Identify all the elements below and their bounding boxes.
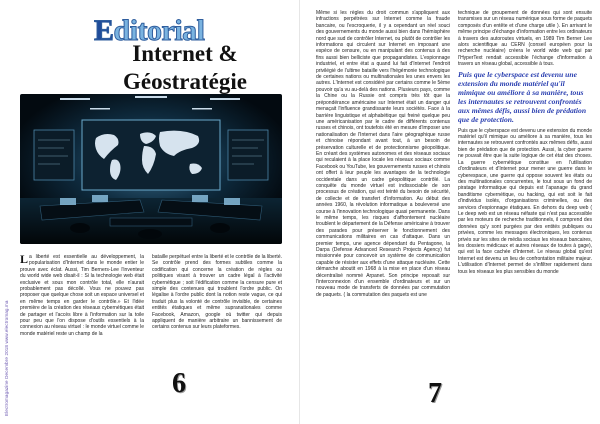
left-column-1: [20, 254, 144, 414]
left-column-1-text: [20, 254, 144, 337]
article-headline: Internet & Géostratégie: [123, 41, 247, 94]
pull-quote: Puis que le cyberspace est devenu une extension du monde matériel qu'il mimique ou améliore à sa manière, tous les internautes se retrouvent confrontés aux mêmes défis, aussi bien de prédation que de protection.: [458, 69, 587, 124]
page-number-left: 6: [172, 368, 186, 399]
page-number-right: 7: [428, 378, 442, 409]
side-strip-text: Electromagazine Decembre 2018 www.electromag.ma: [4, 300, 9, 416]
right-column-2-bottom: Puis que le cyberspace est devenu une extension du monde matériel qu'il mimique ou améliore à sa manière, tous les internautes se retrouvent confrontés aux mêmes défis, aussi bien de prédation que de protection. Aussi, la cyber guerre ne pouvait être que la suite logique de cet état des choses. La guerre cybernétique constitue en l'utilisation d'ordinateurs et d'Internet pour mener une guerre dans le cyberespace, une guerre qui oppose souvent les états ou des multinationales concurrentes, le tout sous un fond de piratage informatique qui depuis est l'apanage du grand banditisme cybernétique, ou hacking, qui est soit le fait d'individus isolés, d'organisations criminelles, ou des services d'espionnage étatiques. En dehors du deep web ( Le deep web est un réseau néfaste qui n'est pas accessible par les moteurs de recherche traditionnels, il comprend des données qu'y sont purgées par des entités publiques ou privées, comme les messages électroniques, les contenus privés sur les sites de média sociaux les réseaux bancaires, les dossiers médicaux et autres réseaux de toutes à gage), qui est la face cachée d'Internet. Le réseau global qu'est Internet est devenu un lieu de confrontation militaire majeur. L'utilisation d'Internet permet de s'infiltrer rapidement dans tous les réseaux les plus sensibles du monde: [458, 127, 592, 275]
control-room-world-map-icon: [20, 94, 282, 244]
section-kicker-rest: ditorial: [113, 14, 205, 47]
section-kicker-initial: E: [94, 14, 114, 47]
drop-cap: L: [20, 254, 29, 266]
right-column-1: [316, 10, 450, 406]
right-column-2-top: technique de groupement de données qui sont ensuite transmises sur un réseau numérique sous forme de paquets composés d'un entête et d'une charge utile ). En arrivant le même principe d'échange d'information entre les ordinateurs à travers des autoroutes virtuels, en 1989 Tim Berner Lee alors scientifique au CERN (conseil européen pour la recherche nucléaire) créera le world wide web qui par l'HyperText rendait accessible l'échange d'information à travers un réseau global, accessible à tous.: [458, 10, 592, 68]
left-column-2-body: bataille perpétuel entre la liberté et le contrôle de la liberté. Se contrôle prend des formes subtiles comme la codification qui concerne la création de règles ou politiques visant à trouver un cadre légal à l'activité cybernétique ; soit l'édification comme la censure pure et simple des contenues qui troublent l'ordre public. On légalise à l'ordre public dont la notion reste vague, ce qui traduit plus la volonté de contrôle invisible, de certaines entités étatiques et même supranationales comme Facebook, Amazon, google où twitter qui depuis appliquent de manière arbitraire un bannissement de certains contenus sur leurs plateformes.: [152, 254, 282, 331]
right-column-1-body: Même si les règles du droit commun s'appliquent aux infractions perpétrées sur Internet comme la fraude bancaire, ou l'escroquerie, il y a cependant un réel souci des gouvernements du monde aussi bien dans l'hémisphère nord que sud de contrôler Internet, ou plutôt de contrôler les informations qui circulent sur Internet en imposant une espèce de censure, ou en manipulant des contenus à des fins aussi bien belliciste que propagandistes. L'espionnage industriel, et entre état a quand lui fait d'Internet l'endroit privilégié de l'ultime bataille vers l'hégémonie technologique de certaines nations ou multinationales les unes envers les autres. L'Internet est considéré par certains comme le 5ème pouvoir qu'a vu au-delà des nations. Plusieurs pays, comme la Chine ou la Russie ont compris très tôt que la prépondérance américaine sur Internet était un danger qui menaçait l'influence grandissante leurs sociétés. Face à la barrière linguistique et alphabétique qui freiné quelque peu une américanisation par le cadre de différents contenus russes et chinois, ont toutefois été en mesure d'imposer une nationalisation de l'Internet dans l'aire géographique russe et chinoise répondant avant tout, à un besoin de préservation culturelle et de protectionnisme géopolitique. En créant des systèmes autonomes et des réseaux sociaux qui reculaient à la place locale les réseaux sociaux comme Facebook ou YouTube, les gouvernements russes et chinois ont offert à leur peuple les avantages de la technologie occidentale dans un cadre géopolitique contrôlé. La conquête du monde virtuel est indissociable de son processus de création, qui est teinté du besoin de sécurité, de collecte et de transfert d'information. Au début des années 1960, la révolution informatique a bouleversé une course à l'innovation technologique quasi permanente. Dans le même temps, les risques d'affrontement nucléaire troublent le département de la Défense américaine à trouver des parades pour préserver le fonctionnement des communications militaires en cas d'attaque. Dans un premier temps, une agence dépendant du Pentagone, la Darpa (Defense Advanced Research Projects Agency) fut missionnée pour concevoir un système de communication capable de résister aux effets d'une attaque nucléaire. Cette démarche aboutit en 1968 à la mise en place d'un réseau décentralisé nommé Arpanet. Son principe reposait sur l'interconnexion d'un ensemble d'ordinateurs et sur un nouveau mode de transferts de données par commutation de paquets. ( la commutation des paquets est une: [316, 10, 450, 298]
right-page: [300, 0, 600, 424]
left-column-2: [152, 254, 282, 364]
left-column-1-body: a liberté est essentielle au développement, la popularisation d'Internet dans le monde entier le prouve avec éclat. Aussi, Tim Berners-Lee l'inventeur du world wide web disait-il : Si la technologie web était exclusive et sous mon contrôle total, elle n'aurait probablement pas décollé. Vous ne pouvez pas proposer que quelque chose soit un espace universel et en même temps en garder le contrôle.» Et l'idée première de la création des réseaux cybernétiques était de partager et l'accès libre à l'information sur la toile pour peu que l'on dispose d'outils essentiels à la connexion au réseau virtuel : le monde virtuel comme le monde matériel reste un champ de la: [20, 254, 144, 337]
right-column-2: [458, 10, 592, 416]
